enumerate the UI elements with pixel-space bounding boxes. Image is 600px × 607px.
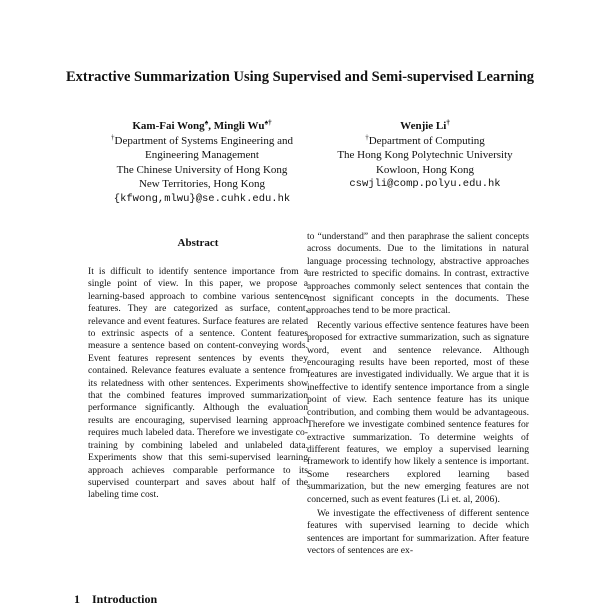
author-email: cswjli@comp.polyu.edu.hk	[349, 178, 501, 191]
affiliation-mark: †	[111, 132, 115, 141]
abstract-text: It is difficult to identify sentence importance from a single point of view. In this paper, we propose a learning-based approach to combine various sentence features. They are categorized as surface, content, relevance and event features. Surface features are related to extrinsic aspects of a sentence. Content features measure a sentence based on content-conveying words. Event features represent sentences by events they contained. Relevance features evaluate a sentence from its relatedness with other sentences. Experiments show that the combined features improved summarization performance significantly. Although the evaluation results are encouraging, supervised learning approach requires much labeled data. Therefore we investigate co-training by combining labeled and unlabeled data. Experiments show that this semi-supervised learning approach achieves comparable performance to its supervised counterpart and saves about half of the labeling time cost.	[88, 266, 308, 501]
affiliation-mark: †	[365, 132, 369, 141]
affiliation-mark: ♠†	[264, 118, 272, 127]
abstract-heading: Abstract	[177, 237, 219, 249]
section-number: 1	[74, 592, 80, 606]
affiliation-line: The Chinese University of Hong Kong	[116, 163, 288, 176]
affiliation-line: New Territories, Hong Kong	[138, 178, 266, 191]
affiliation-line: The Hong Kong Polytechnic University	[337, 149, 513, 162]
author-block-right	[306, 119, 544, 192]
author-names	[306, 119, 544, 134]
affiliation-line	[88, 134, 316, 149]
author-block-left	[88, 119, 316, 207]
affiliation-mark: ♠	[204, 118, 209, 127]
affiliation-line	[306, 134, 544, 149]
affiliation-line: Kowloon, Hong Kong	[375, 163, 475, 176]
author-name: Kam-Fai Wong	[132, 120, 205, 132]
body-paragraph: We investigate the effectiveness of different sentence features with supervised learning to decide which sentences are important for summarization. After feature vectors of sentences are ex-	[307, 507, 529, 557]
affiliation-text: Department of Systems Engineering and	[114, 134, 293, 147]
section-title: Introduction	[92, 592, 158, 606]
abstract-column	[88, 266, 308, 502]
author-email: {kfwong,mlwu}@se.cuhk.edu.hk	[113, 192, 291, 205]
affiliation-mark: †	[446, 118, 450, 127]
body-paragraph: Recently various effective sentence features have been proposed for extractive summarization, such as signature word, event and sentence relevance. Although encouraging results have been reported, most of these features are investigated individually. We argue that it is ineffective to identify sentence importance from a single point of view. Each sentence feature has its unique contribution, and combing them would be advantageous. Therefore we investigate combined sentence features for extractive summarization. To determine weights of different features, we employ a supervised learning framework to identify how likely a sentence is important. Some researchers explored learning based summarization, but the new emerging features are not concerned, such as event features (Li et. al, 2006).	[307, 319, 529, 505]
body-paragraph: to “understand” and then paraphrase the salient concepts across documents. Due to the limitations in natural language processing technology, abstractive approaches are restricted to specific domains. In contrast, extractive approaches commonly select sentences that contain the most significant concepts in the documents. These approaches tend to be more practical.	[307, 231, 529, 317]
affiliation-text: Department of Computing	[368, 134, 485, 147]
body-column-right	[307, 231, 529, 558]
author-name: , Mingli Wu	[208, 120, 265, 132]
author-name: Wenjie Li	[400, 120, 447, 132]
author-names	[88, 119, 316, 134]
affiliation-line: Engineering Management	[145, 149, 259, 162]
paper-title: Extractive Summarization Using Supervised and Semi-supervised Learning	[65, 69, 535, 85]
